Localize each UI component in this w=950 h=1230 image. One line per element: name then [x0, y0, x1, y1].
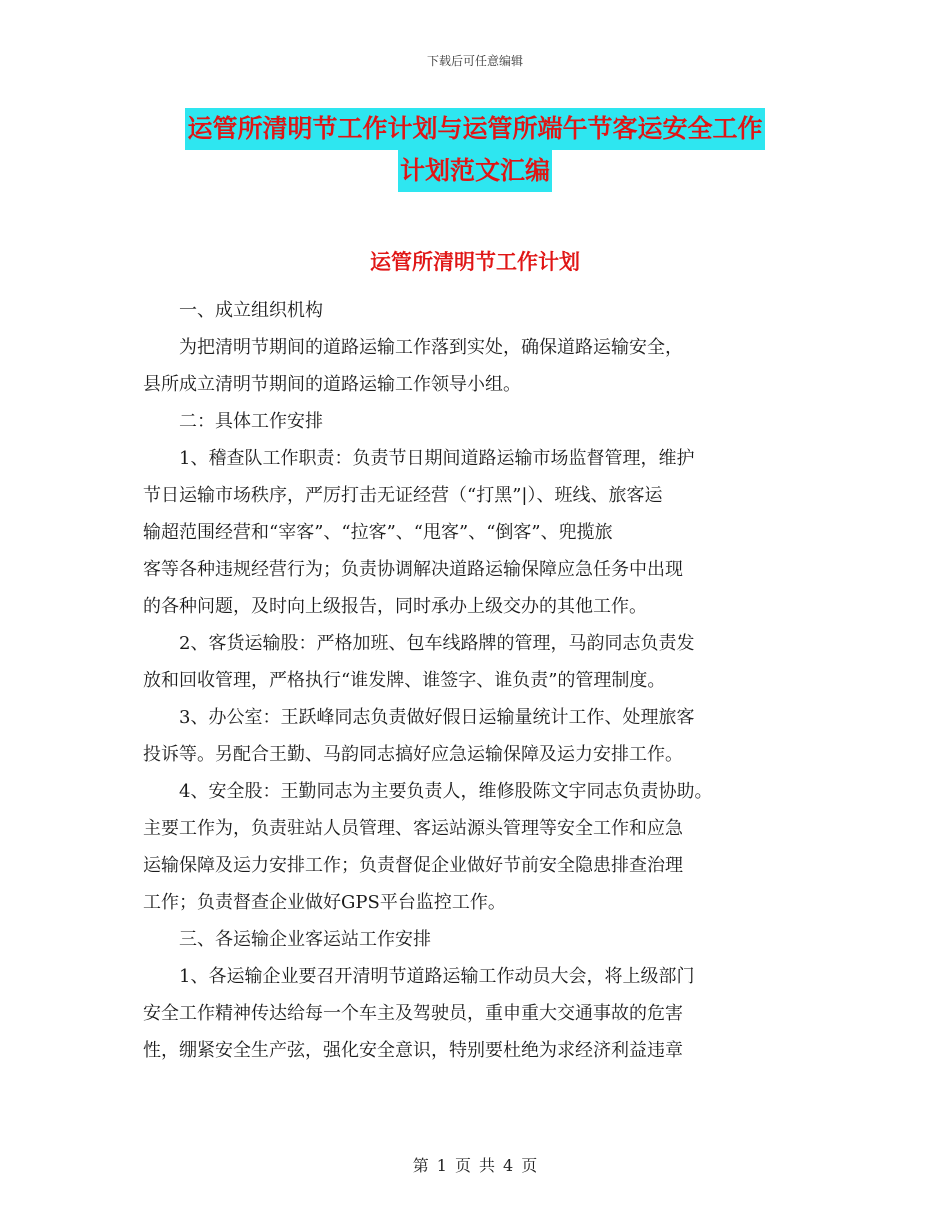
text-line: 客等各种违规经营行为；负责协调解决道路运输保障应急任务中出现 — [143, 559, 683, 580]
text-line: 输超范围经营和“宰客”、“拉客”、“甩客”、“倒客”、兜揽旅 — [143, 522, 613, 543]
title-line-1: 运管所清明节工作计划与运管所端午节客运安全工作 — [185, 108, 764, 150]
footer-prefix: 第 — [412, 1156, 429, 1175]
footer-page-word: 页 — [454, 1156, 471, 1175]
footer-total-word: 共 — [479, 1156, 496, 1175]
text-line: 一、成立组织机构 — [143, 300, 323, 321]
text-line: 2、客货运输股：严格加班、包车线路牌的管理，马韵同志负责发 — [143, 633, 695, 654]
text-line: 性，绷紧安全生产弦，强化安全意识，特别要杜绝为求经济利益违章 — [143, 1040, 683, 1061]
text-line: 4、安全股：王勤同志为主要负责人，维修股陈文宇同志负责协助。 — [143, 781, 713, 802]
text-line: 1、稽查队工作职责：负责节日期间道路运输市场监督管理，维护 — [143, 448, 695, 469]
text-line: 二：具体工作安排 — [143, 411, 323, 432]
text-line: 1、各运输企业要召开清明节道路运输工作动员大会，将上级部门 — [143, 966, 695, 987]
page-total: 4 — [503, 1156, 514, 1175]
footer-suffix: 页 — [521, 1156, 538, 1175]
text-line: 工作；负责督查企业做好GPS平台监控工作。 — [143, 892, 506, 913]
text-line: 投诉等。另配合王勤、马韵同志搞好应急运输保障及运力安排工作。 — [143, 744, 683, 765]
text-line: 3、办公室：王跃峰同志负责做好假日运输量统计工作、处理旅客 — [143, 707, 695, 728]
text-line: 运输保障及运力安排工作；负责督促企业做好节前安全隐患排查治理 — [143, 855, 683, 876]
text-line: 节日运输市场秩序，严厉打击无证经营（“打黑”|）、班线、旅客运 — [143, 485, 663, 506]
body-text — [143, 292, 823, 1069]
text-line: 的各种问题，及时向上级报告，同时承办上级交办的其他工作。 — [143, 596, 647, 617]
page-number: 1 — [436, 1156, 447, 1175]
page-footer — [0, 1153, 950, 1176]
text-line: 县所成立清明节期间的道路运输工作领导小组。 — [143, 374, 521, 395]
text-line: 放和回收管理，严格执行“谁发牌、谁签字、谁负责”的管理制度。 — [143, 670, 666, 691]
header-note: 下载后可任意编辑 — [426, 54, 523, 68]
text-line: 安全工作精神传达给每一个车主及驾驶员，重申重大交通事故的危害 — [143, 1003, 683, 1024]
title-line-2: 计划范文汇编 — [398, 150, 552, 192]
section-title: 运管所清明节工作计划 — [370, 249, 580, 274]
text-line: 为把清明节期间的道路运输工作落到实处，确保道路运输安全， — [143, 337, 683, 358]
document-title — [150, 108, 800, 192]
text-line: 三、各运输企业客运站工作安排 — [143, 929, 431, 950]
text-line: 主要工作为，负责驻站人员管理、客运站源头管理等安全工作和应急 — [143, 818, 683, 839]
